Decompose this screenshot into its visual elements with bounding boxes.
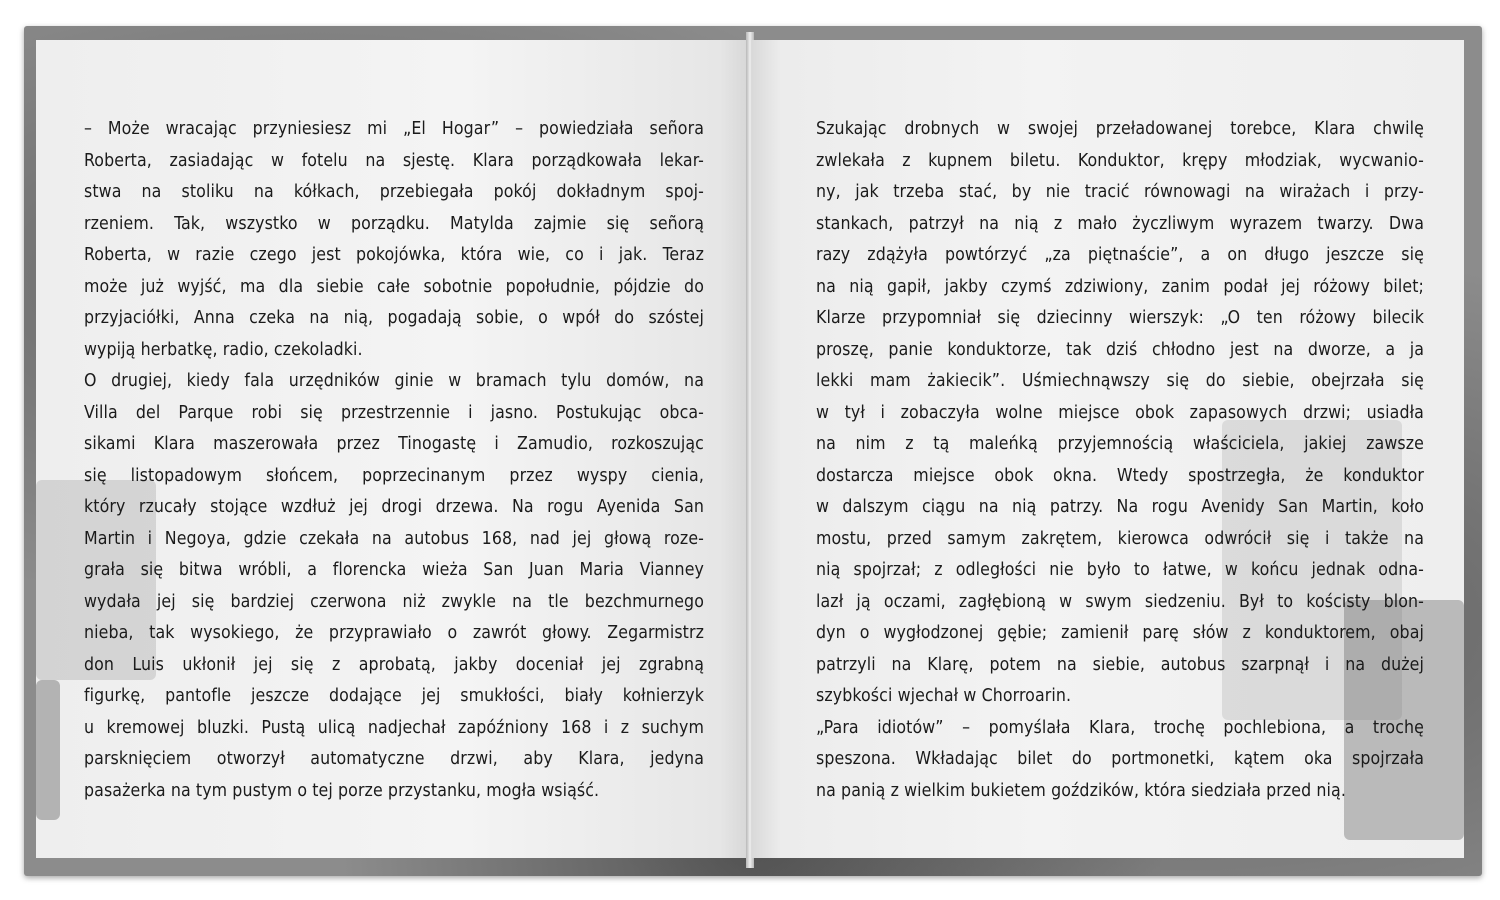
text-line: się listopadowym słońcem, poprzecinanym przez wyspy cienia, [84,465,704,486]
text-line: na panią z wielkim bukietem goździków, która siedziała przed nią. [816,780,1346,801]
text-line: O drugiej, kiedy fala urzędników ginie w bramach tylu domów, na [84,371,704,391]
text-line: szybkości wjechał w Chorroarin. [816,686,1072,706]
text-line: ny, jak trzeba stać, by nie tracić równowagi na wirażach i przy- [816,182,1424,202]
text-line: – Może wracając przyniesiesz mi „El Hogar” – powiedziała señora [84,119,704,139]
text-line: w dalszym ciągu na nią patrzy. Na rogu Avenidy San Martin, koło [816,497,1424,517]
text-line: don Luis ukłonił jej się z aprobatą, jakby doceniał jej zgrabną [84,654,704,675]
text-line: przyjaciółki, Anna czeka na nią, pogadają sobie, o wpół do szóstej [84,308,704,328]
text-line: nią spojrzał; z odległości nie było to łatwe, w końcu jednak odna- [816,560,1424,580]
text-line: speszona. Wkładając bilet do portmonetki, kątem oka spojrzała [816,749,1424,769]
text-line: patrzyli na Klarę, potem na siebie, autobus szarpnął i na dużej [816,654,1424,675]
text-line: figurkę, pantofle jeszcze dodające jej smukłości, biały kołnierzyk [84,686,704,706]
left-page [36,40,748,858]
text-line: u kremowej bluzki. Pustą ulicą nadjechał zapóźniony 168 i z suchym [84,717,704,738]
text-line: Klarze przypomniał się dziecinny wierszyk: „O ten różowy bilecik [816,308,1424,328]
text-line: stankach, patrzył na nią z mało życzliwym wyrazem twarzy. Dwa [816,213,1424,234]
text-line: Villa del Parque robi się przestrzennie i jasno. Postukując obca- [84,402,704,423]
left-page-text [84,114,704,807]
text-line: razy zdążyła powtórzyć „za piętnaście”, a on długo jeszcze się [816,245,1424,265]
text-line: Martin i Negoya, gdzie czekała na autobus 168, nad jej głową roze- [84,528,704,549]
page-smudge [36,680,60,820]
text-line: Roberta, w razie czego jest pokojówka, która wie, co i jak. Teraz [84,245,704,265]
text-line: Roberta, zasiadając w fotelu na sjestę. Klara porządkowała lekar- [84,150,704,171]
text-line: dostarcza miejsce obok okna. Wtedy spostrzegła, że konduktor [816,465,1424,486]
text-line: który rzucały stojące wzdłuż jej drogi drzewa. Na rogu Ayenida San [84,497,704,517]
text-line: w tył i zobaczyła wolne miejsce obok zapasowych drzwi; usiadła [816,402,1424,423]
text-line: wypiją herbatkę, radio, czekoladki. [84,339,363,360]
text-line: może już wyjść, ma dla siebie całe sobotnie popołudnie, pójdzie do [84,276,704,297]
text-line: pasażerka na tym pustym o tej porze przystanku, mogła wsiąść. [84,780,600,801]
text-line: mostu, przed samym zakrętem, kierowca odwrócił się i także na [816,528,1424,549]
text-line: rzeniem. Tak, wszystko w porządku. Matylda zajmie się señorą [84,213,704,234]
text-line: wydała jej się bardziej czerwona niż zwykle na tle bezchmurnego [84,591,704,612]
text-line: parsknięciem otworzył automatyczne drzwi, aby Klara, jedyna [84,749,704,769]
text-line: grała się bitwa wróbli, a florencka wieża San Juan Maria Vianney [84,560,704,580]
text-line: nieba, tak wysokiego, że przyprawiało o zawrót głowy. Zegarmistrz [84,623,704,643]
text-line: proszę, panie konduktorze, tak dziś chłodno jest na dworze, a ja [816,339,1424,360]
text-line: Szukając drobnych w swojej przeładowanej torebce, Klara chwilę [816,119,1424,139]
text-line: lekki mam żakiecik”. Uśmiechnąwszy się do siebie, obejrzała się [816,371,1424,391]
text-line: na nią gapił, jakby czymś zdziwiony, zanim podał jej różowy bilet; [816,276,1424,297]
right-page [752,40,1464,858]
text-line: stwa na stoliku na kółkach, przebiegała pokój dokładnym spoj- [84,182,704,202]
text-line: „Para idiotów” – pomyślała Klara, trochę pochlebiona, a trochę [816,717,1424,738]
text-line: na nim z tą maleńką przyjemnością właściciela, jakiej zawsze [816,434,1424,454]
right-page-text [816,114,1424,807]
text-line: lazł ją oczami, zagłębioną w swym siedzeniu. Był to kościsty blon- [816,591,1424,612]
text-line: zwlekała z kupnem biletu. Konduktor, krępy młodziak, wycwanio- [816,150,1424,171]
text-line: sikami Klara maszerowała przez Tinogastę i Zamudio, rozkoszując [84,434,704,454]
text-line: dyn o wygłodzonej gębie; zamienił parę słów z konduktorem, obaj [816,623,1424,643]
